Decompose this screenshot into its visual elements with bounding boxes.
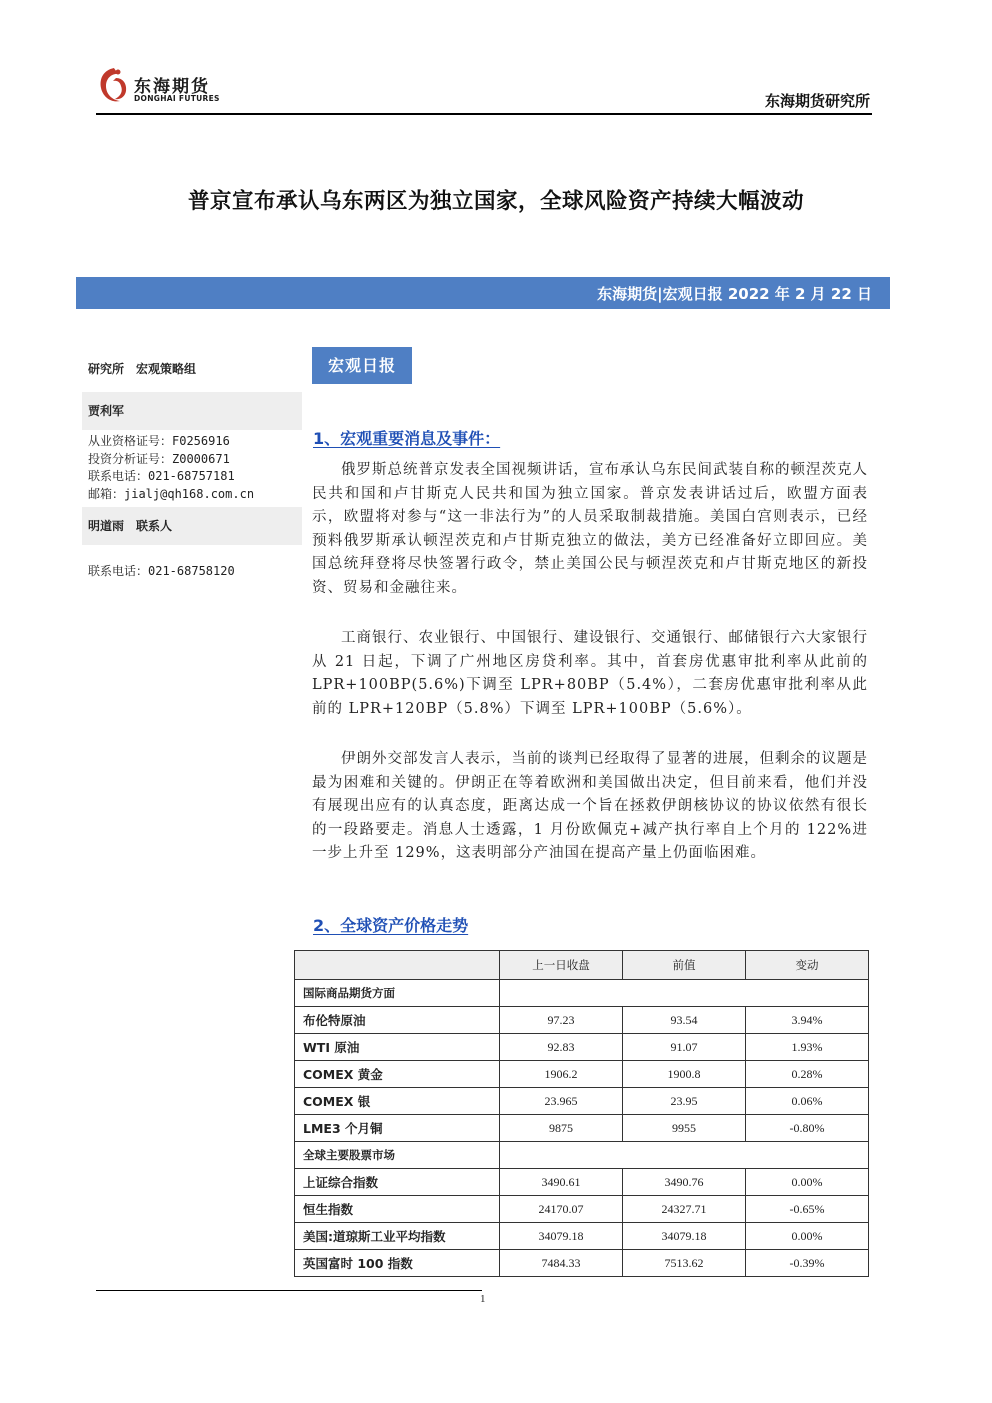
author-email[interactable]: 邮箱：jialj@qh168.com.cn [88,486,255,501]
prev-value: 34079.18 [623,1223,746,1250]
prev-value: 93.54 [623,1007,746,1034]
change-value: 0.00% [746,1223,869,1250]
author-analyst-id: 投资分析证号：Z0000671 [88,451,230,466]
prev-value: 1900.8 [623,1061,746,1088]
change-value: -0.65% [746,1196,869,1223]
prev-value: 91.07 [623,1034,746,1061]
table-row [295,1169,869,1196]
section1-heading: 1、宏观重要消息及事件： [313,429,501,448]
institute-name: 东海期货研究所 [764,92,870,110]
change-value: 0.06% [746,1088,869,1115]
report-type-tag: 宏观日报 [312,347,412,384]
table-row [295,1115,869,1142]
table-row [295,1223,869,1250]
category-empty-cell [500,980,869,1007]
close-value: 24170.07 [500,1196,623,1223]
column-header-change: 变动 [746,951,869,980]
change-value: 3.94% [746,1007,869,1034]
change-value: -0.80% [746,1115,869,1142]
asset-name: COMEX 黄金 [295,1061,500,1088]
table-row [295,1061,869,1088]
prev-value: 23.95 [623,1088,746,1115]
table-row [295,1196,869,1223]
prev-value: 24327.71 [623,1196,746,1223]
category-empty-cell [500,1142,869,1169]
category-label: 国际商品期货方面 [295,980,500,1007]
author-sidebar [82,354,302,581]
table-row [295,1034,869,1061]
author-qualification: 从业资格证号：F0256916 [88,434,230,448]
category-label: 全球主要股票市场 [295,1142,500,1169]
paragraph-1: 俄罗斯总统普京发表全国视频讲话，宣布承认乌东民间武装自称的顿涅茨克人民共和国和卢甘斯克人民共和国为独立国家。普京发表讲话过后，欧盟方面表示，欧盟将对参与“这一非法行为”的人员采取制裁措施。美国白宫则表示，已经预料俄罗斯承认顿涅茨克和卢甘斯克独立的做法，美方已经准备好立即回应。美国总统拜登将尽快签署行政令，禁止美国公民与顿涅茨克和卢甘斯克地区的新投资、贸易和金融往来。 [312,462,868,596]
asset-name: 恒生指数 [295,1196,500,1223]
asset-name: 上证综合指数 [295,1169,500,1196]
prev-value: 3490.76 [623,1169,746,1196]
table-row [295,1088,869,1115]
section2-heading: 2、全球资产价格走势 [313,916,469,935]
close-value: 1906.2 [500,1061,623,1088]
close-value: 3490.61 [500,1169,623,1196]
asset-price-table [294,950,869,1277]
column-header-close: 上一日收盘 [500,951,623,980]
change-value: 0.28% [746,1061,869,1088]
author-phone: 联系电话：021-68757181 [88,469,235,483]
page-number: 1 [480,1293,486,1305]
asset-name: 美国:道琼斯工业平均指数 [295,1223,500,1250]
paragraph-3: 伊朗外交部发言人表示，当前的谈判已经取得了显著的进展，但剩余的议题是最为困难和关键的。伊朗正在等着欧洲和美国做出决定，但目前来看，他们并没有展现出应有的认真态度，距离达成一个旨在拯救伊朗核协议的协议依然有很长的一段路要走。消息人士透露，1 月份欧佩克+减产执行率自上个月的 122%进一步上升至 129%，这表明部分产油国在提高产量上仍面临困难。 [312,751,868,862]
category-row-commodities [295,980,869,1007]
team-name: 研究所 宏观策略组 [88,362,197,376]
report-banner [76,277,890,309]
author-info [82,430,302,507]
asset-name: COMEX 银 [295,1088,500,1115]
author-name: 贾利军 [82,392,302,430]
banner-text: 东海期货|宏观日报 2022 年 2 月 22 日 [597,285,872,303]
table-header-empty [295,951,500,980]
change-value: 1.93% [746,1034,869,1061]
logo-english-name: DONGHAI FUTURES [134,94,220,103]
prev-value: 9955 [623,1115,746,1142]
logo-chinese-name: 东海期货 [134,77,210,97]
contact-phone: 联系电话：021-68758120 [88,564,235,578]
contact-name: 明道雨 联系人 [82,507,302,545]
table-row [295,1250,869,1277]
report-title: 普京宣布承认乌东两区为独立国家，全球风险资产持续大幅波动 [187,189,804,214]
footer-divider [96,1290,482,1291]
column-header-prev: 前值 [623,951,746,980]
header-divider [96,113,872,115]
close-value: 23.965 [500,1088,623,1115]
asset-name: WTI 原油 [295,1034,500,1061]
paragraph-2: 工商银行、农业银行、中国银行、建设银行、交通银行、邮储银行六大家银行从 21 日起，下调了广州地区房贷利率。其中，首套房优惠审批利率从此前的 LPR+100BP(5.6%)下调至 LPR+80BP（5.4%），二套房优惠审批利率从此前的 LPR+120BP（5.8%）下调至 LPR+100BP（5.6%）。 [312,630,868,717]
dragon-logo-icon [96,64,132,106]
asset-name: LME3 个月铜 [295,1115,500,1142]
change-value: -0.39% [746,1250,869,1277]
prev-value: 7513.62 [623,1250,746,1277]
close-value: 7484.33 [500,1250,623,1277]
table-row [295,1007,869,1034]
category-row-stocks [295,1142,869,1169]
close-value: 34079.18 [500,1223,623,1250]
close-value: 92.83 [500,1034,623,1061]
close-value: 97.23 [500,1007,623,1034]
change-value: 0.00% [746,1169,869,1196]
asset-name: 英国富时 100 指数 [295,1250,500,1277]
company-logo [96,64,236,108]
table-header-row [295,951,869,980]
close-value: 9875 [500,1115,623,1142]
asset-name: 布伦特原油 [295,1007,500,1034]
